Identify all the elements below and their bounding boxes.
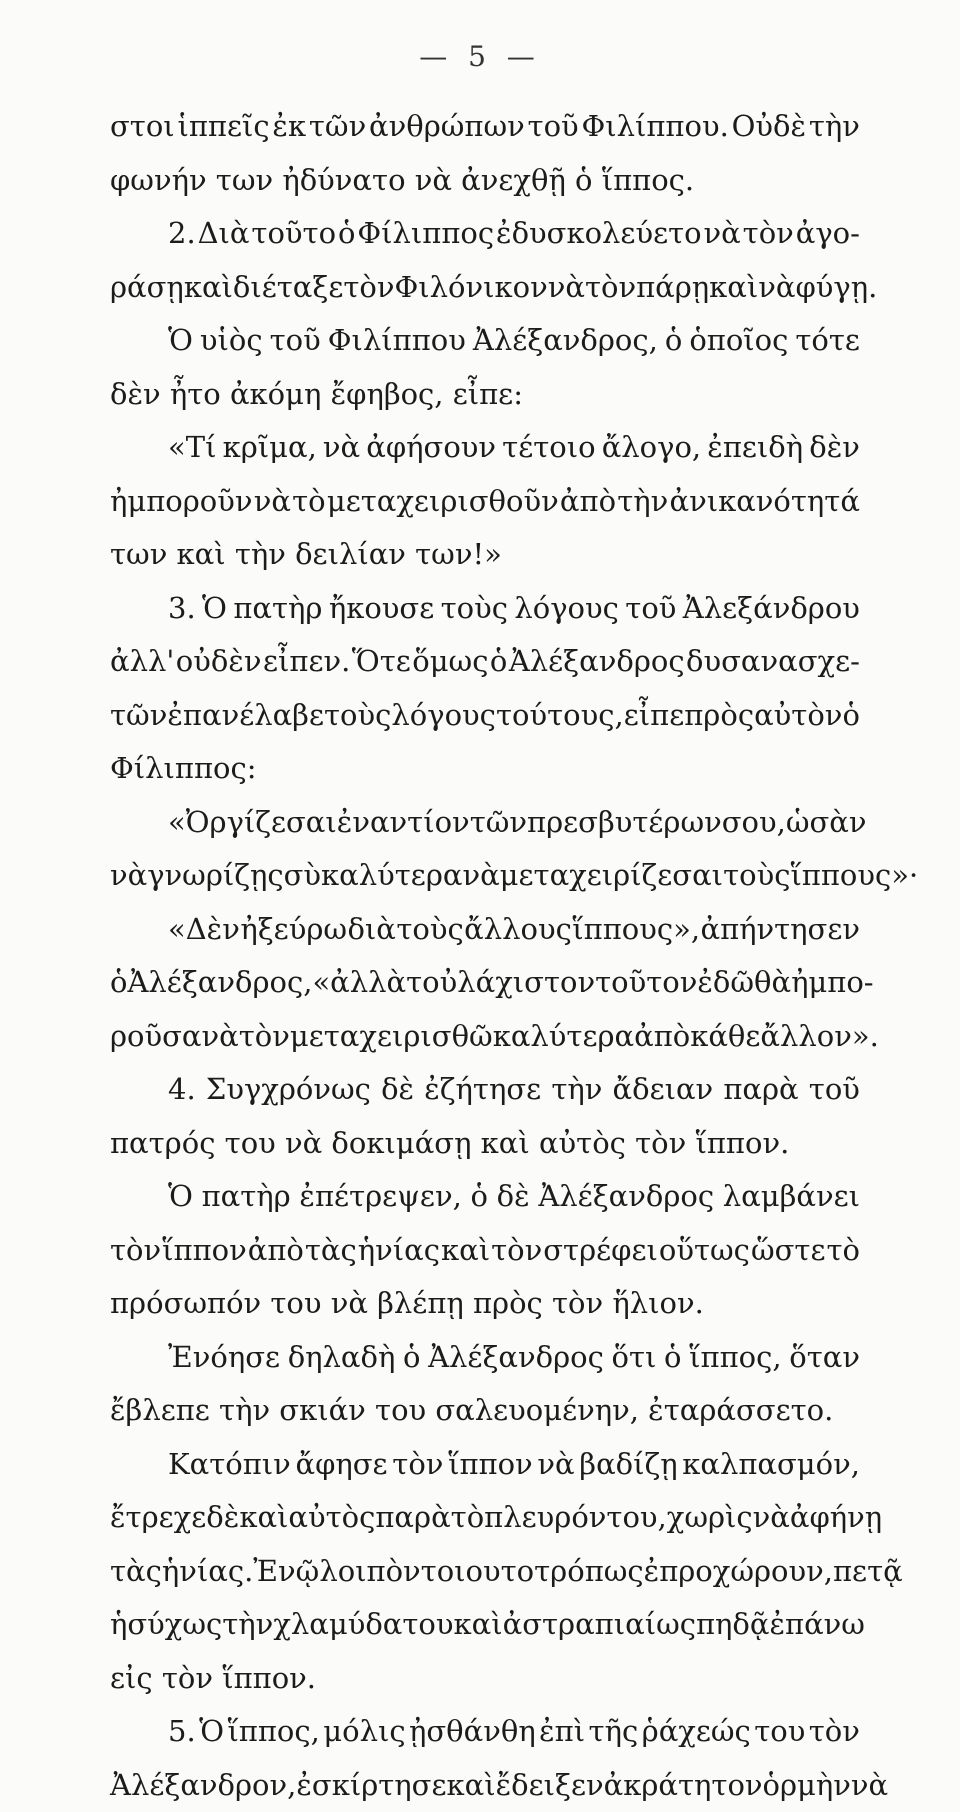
- text-line: ἀλλ' οὐδὲν εἶπεν. Ὅτε ὅμως ὁ Ἀλέξανδρος δυσανασχε-: [110, 635, 860, 689]
- text-line: των καὶ τὴν δειλίαν των!»: [110, 528, 860, 582]
- text-line: τῶν ἐπανέλαβε τοὺς λόγους τούτους, εἶπε πρὸς αὐτὸν ὁ: [110, 689, 860, 743]
- body-text: [110, 100, 860, 1812]
- text-line: Ὁ υἱὸς τοῦ Φιλίππου Ἀλέξανδρος, ὁ ὁποῖος τότε: [110, 314, 860, 368]
- text-line: ροῦσα νὰ τὸν μεταχειρισθῶ καλύτερα ἀπὸ κάθε ἄλλον».: [110, 1010, 860, 1064]
- text-line: δὲν ἦτο ἀκόμη ἔφηβος, εἶπε:: [110, 368, 860, 422]
- text-line: πρόσωπόν του νὰ βλέπῃ πρὸς τὸν ἥλιον.: [110, 1277, 860, 1331]
- text-line: 2. Διὰ τοῦτο ὁ Φίλιππος ἐδυσκολεύετο νὰ τὸν ἀγο-: [110, 207, 860, 261]
- text-line: εἰς τὸν ἵππον.: [110, 1652, 860, 1706]
- text-line: στοι ἱππεῖς ἐκ τῶν ἀνθρώπων τοῦ Φιλίππου. Οὐδὲ τὴν: [110, 100, 860, 154]
- text-line: φωνήν των ἠδύνατο νὰ ἀνεχθῇ ὁ ἵππος.: [110, 154, 860, 208]
- text-line: Ἐνόησε δηλαδὴ ὁ Ἀλέξανδρος ὅτι ὁ ἵππος, ὅταν: [110, 1331, 860, 1385]
- text-line: Ἀλέξανδρον, ἐσκίρτησε καὶ ἔδειξεν ἀκράτητον ὁρμὴν νὰ: [110, 1759, 860, 1812]
- text-line: «Δὲν ἠξεύρω διὰ τοὺς ἄλλους ἵππους», ἀπήντησεν: [110, 903, 860, 957]
- text-line: ὁ Ἀλέξανδρος, «ἀλλὰ τοὐλάχιστον τοῦτον ἐδῶ θὰ ἠμπο-: [110, 956, 860, 1010]
- text-line: τὸν ἵππον ἀπὸ τὰς ἡνίας καὶ τὸν στρέφει οὕτως ὥστε τὸ: [110, 1224, 860, 1278]
- text-line: Ὁ πατὴρ ἐπέτρεψεν, ὁ δὲ Ἀλέξανδρος λαμβάνει: [110, 1170, 860, 1224]
- text-line: 5. Ὁ ἵππος, μόλις ᾐσθάνθη ἐπὶ τῆς ῥάχεώς του τὸν: [110, 1705, 860, 1759]
- text-line: ράσῃ καὶ διέταξε τὸν Φιλόνικον νὰ τὸν πάρῃ καὶ νὰ φύγῃ.: [110, 261, 860, 315]
- text-line: πατρός του νὰ δοκιμάσῃ καὶ αὐτὸς τὸν ἵππον.: [110, 1117, 860, 1171]
- text-line: νὰ γνωρίζῃς σὺ καλύτερα νὰ μεταχειρίζεσαι τοὺς ἵππους»·: [110, 849, 860, 903]
- text-line: ἠμποροῦν νὰ τὸ μεταχειρισθοῦν ἀπὸ τὴν ἀνικανότητά: [110, 475, 860, 529]
- page-number: — 5 —: [0, 40, 960, 73]
- text-line: ἔτρεχε δὲ καὶ αὐτὸς παρὰ τὸ πλευρόν του, χωρὶς νὰ ἀφήνῃ: [110, 1491, 860, 1545]
- text-line: «Τί κρῖμα, νὰ ἀφήσουν τέτοιο ἄλογο, ἐπειδὴ δὲν: [110, 421, 860, 475]
- text-line: Κατόπιν ἄφησε τὸν ἵππον νὰ βαδίζῃ καλπασμόν,: [110, 1438, 860, 1492]
- text-line: 3. Ὁ πατὴρ ἤκουσε τοὺς λόγους τοῦ Ἀλεξάνδρου: [110, 582, 860, 636]
- text-line: τὰς ἡνίας. Ἐνῷ λοιπὸν τοιουτοτρόπως ἐπροχώρουν, πετᾷ: [110, 1545, 860, 1599]
- text-line: «Ὀργίζεσαι ἐναντίον τῶν πρεσβυτέρων σου, ὡσὰν: [110, 796, 860, 850]
- text-line: ἔβλεπε τὴν σκιάν του σαλευομένην, ἐταράσσετο.: [110, 1384, 860, 1438]
- text-line: Φίλιππος:: [110, 742, 860, 796]
- text-line: ἡσύχως τὴν χλαμύδα του καὶ ἀστραπιαίως πηδᾷ ἐπάνω: [110, 1598, 860, 1652]
- text-line: 4. Συγχρόνως δὲ ἐζήτησε τὴν ἄδειαν παρὰ τοῦ: [110, 1063, 860, 1117]
